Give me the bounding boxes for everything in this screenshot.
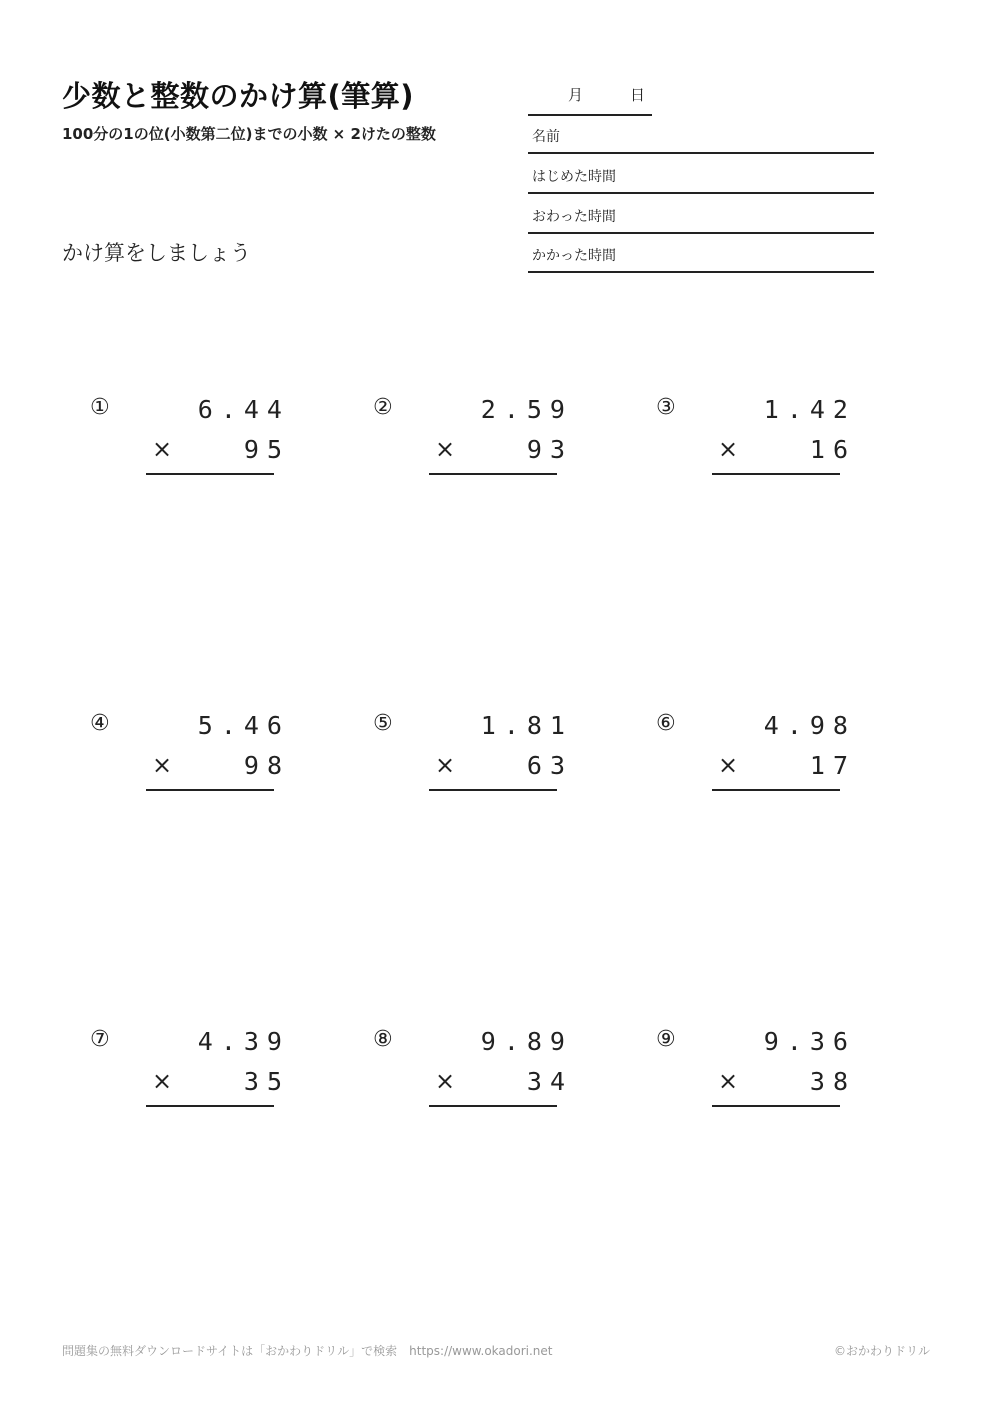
answer-line	[146, 1105, 274, 1107]
multiplicand: 9.89	[480, 1027, 573, 1056]
name-field[interactable]	[528, 114, 874, 154]
answer-line	[146, 789, 274, 791]
problem-2	[373, 395, 573, 475]
page-title: 少数と整数のかけ算(筆算)	[62, 79, 415, 113]
problem-3	[656, 395, 856, 475]
problem-4	[90, 711, 290, 791]
multiplicand: 1.81	[480, 711, 573, 740]
problem-7	[90, 1027, 290, 1107]
end-time-field[interactable]	[528, 194, 874, 234]
answer-line	[712, 473, 840, 475]
times-sign: ×	[435, 751, 456, 779]
problem-8	[373, 1027, 573, 1107]
page-subtitle: 100分の1の位(小数第二位)までの小数 × 2けたの整数	[62, 125, 436, 143]
problem-number: ⑥	[656, 711, 676, 736]
problem-number: ③	[656, 395, 676, 420]
multiplier: 98	[243, 751, 290, 780]
multiplier: 38	[809, 1067, 856, 1096]
footer-site-note: 問題集の無料ダウンロードサイトは「おかわりドリル」で検索 https://www.okadori.net	[62, 1344, 553, 1358]
answer-line	[429, 473, 557, 475]
problem-6	[656, 711, 856, 791]
times-sign: ×	[152, 751, 173, 779]
start-time-field[interactable]	[528, 154, 874, 194]
date-field[interactable]	[528, 82, 652, 116]
multiplier: 34	[526, 1067, 573, 1096]
multiplier: 16	[809, 435, 856, 464]
multiplicand: 1.42	[763, 395, 856, 424]
problem-number: ⑧	[373, 1027, 393, 1052]
end-time-label: おわった時間	[532, 209, 616, 225]
answer-line	[146, 473, 274, 475]
multiplier: 95	[243, 435, 290, 464]
multiplier: 63	[526, 751, 573, 780]
problem-5	[373, 711, 573, 791]
times-sign: ×	[435, 1067, 456, 1095]
month-label: 月	[568, 86, 584, 104]
multiplicand: 2.59	[480, 395, 573, 424]
multiplicand: 6.44	[197, 395, 290, 424]
multiplicand: 5.46	[197, 711, 290, 740]
answer-line	[429, 789, 557, 791]
times-sign: ×	[718, 1067, 739, 1095]
problem-number: ⑤	[373, 711, 393, 736]
problem-number: ⑦	[90, 1027, 110, 1052]
answer-line	[712, 1105, 840, 1107]
problem-number: ①	[90, 395, 110, 420]
multiplier: 17	[809, 751, 856, 780]
name-label: 名前	[532, 129, 560, 145]
problem-9	[656, 1027, 856, 1107]
elapsed-time-field[interactable]	[528, 233, 874, 273]
answer-line	[712, 789, 840, 791]
instruction-text: かけ算をしましょう	[62, 241, 251, 265]
day-label: 日	[630, 86, 646, 104]
problem-number: ②	[373, 395, 393, 420]
times-sign: ×	[152, 435, 173, 463]
problem-number: ⑨	[656, 1027, 676, 1052]
multiplier: 93	[526, 435, 573, 464]
elapsed-time-label: かかった時間	[532, 248, 616, 264]
times-sign: ×	[435, 435, 456, 463]
times-sign: ×	[152, 1067, 173, 1095]
problem-number: ④	[90, 711, 110, 736]
footer-copyright: ©おかわりドリル	[833, 1344, 930, 1358]
answer-line	[429, 1105, 557, 1107]
multiplier: 35	[243, 1067, 290, 1096]
multiplicand: 4.39	[197, 1027, 290, 1056]
problem-1	[90, 395, 290, 475]
times-sign: ×	[718, 751, 739, 779]
multiplicand: 4.98	[763, 711, 856, 740]
times-sign: ×	[718, 435, 739, 463]
multiplicand: 9.36	[763, 1027, 856, 1056]
start-time-label: はじめた時間	[532, 169, 616, 185]
